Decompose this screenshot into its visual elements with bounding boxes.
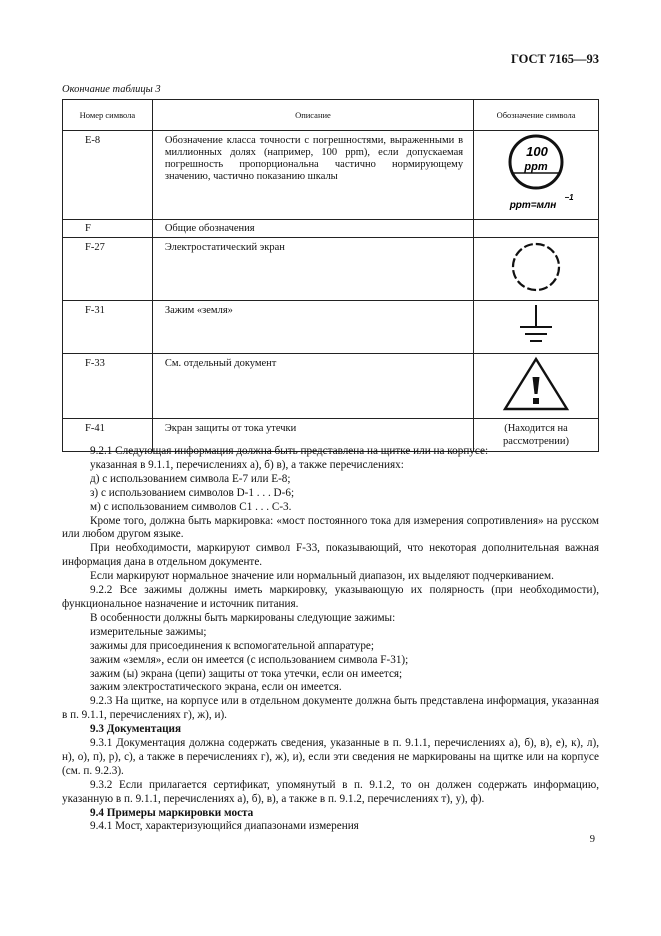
table-row: [63, 238, 599, 301]
table-caption: Окончание таблицы 3: [62, 84, 161, 95]
column-header: Описание: [152, 100, 473, 131]
standard-header: ГОСТ 7165—93: [510, 52, 599, 66]
ppm-value: 100: [526, 144, 548, 159]
accuracy-class-ppm-icon: [491, 133, 581, 213]
paragraph: 9.4.1 Мост, характеризующийся диапазонами измерения: [90, 820, 359, 833]
paragraph: 9.2.2 Все зажимы должны иметь маркировку, указывающую их полярность (при необходимости), функциональное назначение и источник питания.: [62, 584, 599, 610]
symbol-cell: [474, 220, 599, 238]
paragraph: Кроме того, должна быть маркировка: «мост постоянного тока для измерения сопротивления» на русском или любом другом языке.: [62, 514, 599, 541]
symbol-description: Зажим «земля»: [152, 301, 473, 354]
table-row: [63, 354, 599, 419]
symbol-code: F-31: [63, 301, 153, 354]
paragraph: При необходимости, маркируют символ F-33, показывающий, что некоторая дополнительная важная информация дана в отдельном документе.: [62, 542, 599, 569]
paragraph: В особенности должны быть маркированы следующие зажимы:: [90, 611, 396, 624]
paragraph: 9.2.1 Следующая информация должна быть представлена на щитке или на корпусе:: [90, 445, 489, 457]
list-item: зажим электростатического экрана, если он имеется.: [90, 681, 342, 694]
list-item: зажимы для присоединения к вспомогательной аппаратуре;: [90, 639, 374, 652]
symbol-note: (Находится на рассмотрении): [474, 419, 599, 452]
section-heading: 9.4 Примеры маркировки моста: [90, 806, 254, 819]
symbol-code: F-41: [63, 419, 153, 452]
symbols-table: [62, 99, 599, 452]
symbol-cell: [474, 131, 599, 220]
list-item: измерительные зажимы;: [90, 625, 207, 638]
page-number: 9: [589, 834, 595, 845]
warning-triangle-icon: [501, 356, 571, 412]
list-item: д) с использованием символа Е-7 или Е-8;: [90, 472, 291, 485]
symbol-description: Обозначение класса точности с погрешностями, выраженными в миллионных долях (например, 100 ppm), если допускаемая погрешность пропорциональна частично нормирующему значению, частично показанию шкалы: [152, 131, 473, 220]
table-row: [63, 131, 599, 220]
symbol-code: E-8: [63, 131, 153, 220]
symbol-code: F: [63, 220, 153, 238]
symbol-code: F-33: [63, 354, 153, 419]
table-row: [63, 301, 599, 354]
symbol-description: Электростатический экран: [152, 238, 473, 301]
symbol-cell: [474, 301, 599, 354]
paragraph: 9.3.2 Если прилагается сертификат, упомянутый в п. 9.1.2, то он должен содержать информацию, указанную в п. 9.1.1, перечислениях а), б), в), а также в п. 9.1.2, перечислениях т), у), ф).: [62, 778, 599, 805]
ppm-unit: ppm: [524, 161, 548, 173]
column-header: Обозначение символа: [474, 100, 599, 131]
section-text: [62, 445, 599, 834]
paragraph: указанная в 9.1.1, перечислениях а), б) в), а также перечислениях:: [90, 458, 404, 471]
table-row: [63, 220, 599, 238]
paragraph: Если маркируют нормальное значение или нормальный диапазон, их выделяют подчеркиванием.: [90, 570, 554, 583]
earth-ground-icon: [511, 303, 561, 347]
symbol-description: См. отдельный документ: [152, 354, 473, 419]
section-heading: 9.3 Документация: [90, 723, 182, 736]
column-header: Номер символа: [63, 100, 153, 131]
symbol-cell: [474, 354, 599, 419]
symbol-cell: [474, 238, 599, 301]
paragraph: 9.2.3 На щитке, на корпусе или в отдельном документе должна быть представлена информация, указанная в п. 9.1.1, перечислениях г), ж), и).: [62, 695, 599, 722]
ppm-exponent: −1: [564, 193, 574, 202]
list-item: зажим «земля», если он имеется (с использованием символа F-31);: [90, 653, 409, 666]
paragraph: 9.3.1 Документация должна содержать сведения, указанные в п. 9.1.1, перечислениях а), б), в), е), к), л), н), о), п), р), с), а также в перечислениях г), ж), и), если эти сведения не маркированы на щитке или на корпусе (см. п. 9.2.3).: [62, 737, 599, 777]
dashed-circle-icon: [501, 240, 571, 294]
ppm-equivalent: ppm=млн: [509, 200, 557, 211]
symbol-code: F-27: [63, 238, 153, 301]
table-header-row: [63, 100, 599, 131]
list-item: з) с использованием символов D-1 . . . D-6;: [90, 486, 295, 499]
symbol-description: Общие обозначения: [152, 220, 473, 238]
list-item: м) с использованием символов С1 . . . С-3.: [90, 500, 292, 513]
list-item: зажим (ы) экрана (цепи) защиты от тока утечки, если он имеется;: [90, 667, 403, 680]
symbol-description: Экран защиты от тока утечки: [152, 419, 473, 452]
